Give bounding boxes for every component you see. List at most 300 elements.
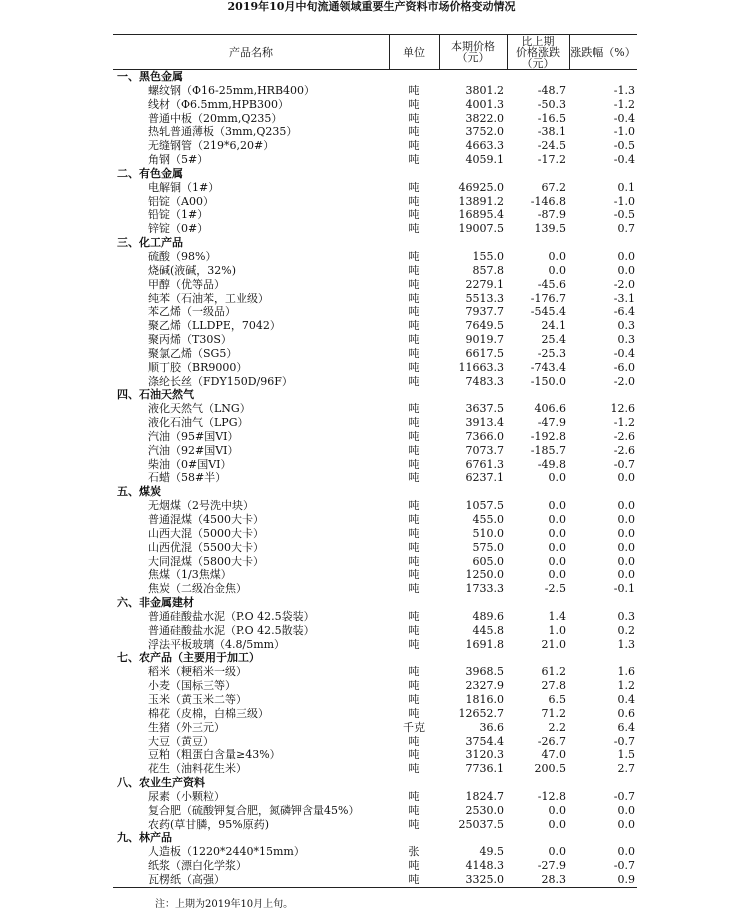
table-row [113,98,637,112]
cell-change: 0.0 [548,845,566,859]
cell-name: 人造板（1220*2440*15mm） [148,845,305,859]
cell-unit: 吨 [408,402,420,416]
cell-price: 11663.3 [458,360,504,374]
cell-change: 28.3 [541,872,566,886]
table-row [113,859,637,873]
cell-name: 尿素（小颗粒） [148,789,225,803]
cell-change: -743.4 [530,360,566,374]
cell-unit: 吨 [408,346,420,360]
cell-pct: -3.1 [613,291,635,305]
cell-change: 139.5 [534,222,566,236]
cell-unit: 吨 [408,817,420,831]
cell-price: 2327.9 [465,679,504,693]
cell-pct: 0.0 [617,499,635,513]
cell-unit: 吨 [408,360,420,374]
cell-name: 螺纹钢（Φ16-25mm,HRB400） [148,83,316,97]
cell-pct: -2.0 [613,374,635,388]
cell-unit: 吨 [408,513,420,526]
cell-price: 7366.0 [465,429,504,443]
cell-name: 铅锭（1#） [148,208,209,222]
cell-name: 复合肥（硫酸钾复合肥，氮磷钾含量45%） [148,803,360,817]
table-row [113,139,637,153]
cell-unit: 吨 [408,692,420,706]
category-row [113,236,637,250]
cell-price: 489.6 [472,609,504,623]
cell-price: 1816.0 [465,692,504,706]
cell-price: 6761.3 [465,457,504,471]
cell-change: 0.0 [548,249,566,263]
cell-change: 0.0 [548,526,566,540]
cell-change: -146.8 [530,194,566,208]
cell-change: 61.2 [541,665,566,679]
cell-unit: 吨 [408,333,420,347]
table-row [113,402,637,416]
cell-name: 无缝钢管（219*6,20#） [148,139,275,153]
cell-pct: -0.7 [613,734,635,748]
cell-unit: 吨 [408,762,420,776]
cell-name: 涤纶长丝（FDY150D/96F） [148,374,293,388]
cell-name: 聚乙烯（LLDPE，7042） [148,319,281,333]
cell-unit: 吨 [408,222,420,236]
cell-unit: 吨 [408,499,420,513]
cell-pct: -0.7 [613,859,635,873]
cell-unit: 吨 [408,429,420,443]
cell-change: -47.9 [537,416,566,430]
cell-name: 生猪（外三元） [148,720,225,734]
cell-price: 510.0 [472,526,504,540]
cell-price: 575.0 [472,540,504,554]
cell-name: 苯乙烯（一级品） [148,305,236,319]
cell-name: 浮法平板玻璃（4.8/5mm） [148,637,286,651]
cell-unit: 吨 [408,194,420,208]
cell-name: 九、林产品 [117,831,172,845]
cell-change: 0.0 [548,471,566,485]
cell-price: 3637.5 [465,402,504,416]
cell-change: 25.4 [541,333,566,347]
cell-name: 甲醇（优等品） [148,277,225,291]
cell-name: 无烟煤（2号洗中块） [148,499,254,513]
cell-name: 硫酸（98%） [148,249,217,263]
cell-price: 1824.7 [465,789,504,803]
table-row [113,208,637,222]
cell-change: -176.7 [530,291,566,305]
category-row [113,651,637,665]
cell-change: -27.9 [537,859,566,873]
cell-change: 200.5 [534,762,566,776]
cell-price: 36.6 [479,720,504,734]
cell-unit: 吨 [408,153,420,167]
cell-unit: 吨 [408,291,420,305]
table-row [113,153,637,167]
table-row [113,790,637,804]
cell-pct: -6.4 [613,305,635,319]
category-row [113,485,637,499]
cell-pct: 0.2 [617,623,635,637]
cell-unit: 吨 [408,180,420,194]
cell-pct: 0.3 [617,609,635,623]
table-row [113,610,637,624]
cell-price: 2279.1 [465,277,504,291]
cell-unit: 吨 [408,457,420,471]
cell-name: 普通混煤（4500大卡） [148,513,264,526]
cell-name: 三、化工产品 [117,236,183,250]
table-row [113,665,637,679]
cell-pct: 1.6 [617,665,635,679]
category-row [113,167,637,181]
cell-price: 4148.3 [465,859,504,873]
cell-price: 7649.5 [465,319,504,333]
cell-unit: 吨 [408,803,420,817]
cell-pct: 1.3 [617,637,635,651]
cell-unit: 吨 [408,665,420,679]
cell-price: 2530.0 [465,803,504,817]
header-name: 产品名称 [229,45,273,59]
cell-price: 1057.5 [465,499,504,513]
cell-price: 13891.2 [458,194,504,208]
cell-unit: 吨 [408,263,420,277]
cell-price: 12652.7 [458,706,504,720]
cell-unit: 吨 [408,471,420,485]
cell-unit: 吨 [408,443,420,457]
cell-change: -17.2 [537,153,566,167]
cell-change: 47.0 [541,748,566,762]
cell-price: 3325.0 [465,872,504,886]
table-row [113,416,637,430]
cell-pct: 0.0 [617,513,635,526]
cell-price: 46925.0 [458,180,504,194]
header-price-line1: 本期价格 [451,40,495,53]
cell-name: 棉花（皮棉，白棉三级） [148,706,269,720]
cell-pct: 0.0 [617,845,635,859]
cell-pct: 0.0 [617,263,635,277]
cell-change: -16.5 [537,111,566,125]
cell-price: 7736.1 [465,762,504,776]
cell-price: 3801.2 [465,83,504,97]
cell-unit: 吨 [408,609,420,623]
cell-change: -87.9 [537,208,566,222]
cell-change: 0.0 [548,817,566,831]
cell-name: 花生（油料花生米） [148,762,247,776]
cell-unit: 吨 [408,872,420,886]
cell-price: 1250.0 [465,568,504,582]
table-row [113,748,637,762]
cell-name: 顺丁胶（BR9000） [148,360,248,374]
cell-change: 0.0 [548,568,566,582]
cell-price: 3913.4 [465,416,504,430]
cell-pct: 2.7 [617,762,635,776]
cell-change: -12.8 [537,789,566,803]
cell-unit: 吨 [408,734,420,748]
cell-pct: -0.4 [613,153,635,167]
table-row [113,679,637,693]
cell-name: 热轧普通薄板（3mm,Q235） [148,125,298,139]
cell-pct: 0.0 [617,540,635,554]
cell-price: 19007.5 [458,222,504,236]
cell-unit: 吨 [408,249,420,263]
cell-name: 聚氯乙烯（SG5） [148,346,238,360]
cell-price: 445.8 [472,623,504,637]
cell-name: 汽油（92#国VI） [148,443,239,457]
header-unit: 单位 [403,45,425,59]
cell-price: 4059.1 [465,153,504,167]
cell-unit: 吨 [408,554,420,568]
cell-price: 3822.0 [465,111,504,125]
cell-name: 四、石油天然气 [117,388,194,402]
category-row [113,831,637,845]
cell-change: 0.0 [548,554,566,568]
cell-unit: 吨 [408,305,420,319]
cell-change: 2.2 [548,720,566,734]
cell-change: -192.8 [530,429,566,443]
cell-pct: -1.0 [613,125,635,139]
cell-price: 3120.3 [465,748,504,762]
cell-name: 烧碱(液碱，32%) [148,263,237,277]
cell-pct: -6.0 [613,360,635,374]
cell-name: 铝锭（A00） [148,194,214,208]
cell-pct: 0.3 [617,333,635,347]
cell-pct: -2.6 [613,429,635,443]
table-row [113,762,637,776]
cell-pct: 0.1 [617,180,635,194]
cell-change: 0.0 [548,803,566,817]
table-row [113,125,637,139]
cell-change: 24.1 [541,319,566,333]
table-row [113,250,637,264]
cell-name: 液化石油气（LPG） [148,416,249,430]
cell-name: 八、农业生产资料 [117,776,205,790]
table-row [113,873,637,887]
cell-pct: 1.2 [617,679,635,693]
cell-unit: 张 [408,845,420,859]
cell-change: -185.7 [530,443,566,457]
table-row [113,721,637,735]
cell-unit: 吨 [408,748,420,762]
cell-change: 0.0 [548,499,566,513]
cell-unit: 千克 [403,720,425,734]
cell-price: 49.5 [479,845,504,859]
cell-change: -545.4 [530,305,566,319]
cell-unit: 吨 [408,139,420,153]
cell-name: 纯苯（石油苯，工业级） [148,291,269,305]
cell-pct: 0.4 [617,692,635,706]
cell-pct: -0.4 [613,346,635,360]
cell-change: -38.1 [537,125,566,139]
cell-pct: -1.2 [613,97,635,111]
cell-name: 普通硅酸盐水泥（P.O 42.5散装） [148,623,315,637]
category-row [113,70,637,84]
table-row [113,195,637,209]
table-row [113,305,637,319]
header-change-line1: 比上期 [521,34,555,48]
cell-price: 3754.4 [465,734,504,748]
cell-pct: 0.0 [617,471,635,485]
cell-price: 7937.7 [465,305,504,319]
cell-name: 七、农产品（主要用于加工） [117,651,260,665]
table-row [113,347,637,361]
cell-price: 25037.5 [458,817,504,831]
cell-price: 9019.7 [465,333,504,347]
cell-pct: 0.3 [617,319,635,333]
cell-change: 67.2 [541,180,566,194]
cell-pct: 12.6 [610,402,635,416]
table-row [113,818,637,832]
cell-pct: -0.1 [613,582,635,596]
header-change-line3: （元） [521,56,555,70]
cell-name: 锌锭（0#） [148,222,209,236]
cell-pct: -0.5 [613,208,635,222]
cell-unit: 吨 [408,111,420,125]
cell-name: 聚丙烯（T30S） [148,333,232,347]
cell-name: 普通中板（20mm,Q235） [148,111,283,125]
cell-unit: 吨 [408,623,420,637]
table-body [113,70,637,888]
cell-unit: 吨 [408,526,420,540]
table-row [113,375,637,389]
table-row [113,499,637,513]
cell-name: 六、非金属建材 [117,596,194,610]
cell-unit: 吨 [408,416,420,430]
table-row [113,555,637,569]
cell-unit: 吨 [408,679,420,693]
cell-unit: 吨 [408,208,420,222]
cell-change: 27.8 [541,679,566,693]
cell-change: 406.6 [534,402,566,416]
cell-pct: 0.0 [617,526,635,540]
footnote: 注：上期为2019年10月上旬。 [155,899,294,910]
header-pct: 涨跌幅（%） [570,45,636,59]
cell-pct: -1.0 [613,194,635,208]
cell-change: 0.0 [548,540,566,554]
cell-change: -45.6 [537,277,566,291]
cell-name: 山西大混（5000大卡） [148,526,264,540]
table-row [113,292,637,306]
cell-price: 6237.1 [465,471,504,485]
cell-name: 二、有色金属 [117,166,183,180]
table-row [113,444,637,458]
cell-unit: 吨 [408,637,420,651]
cell-price: 4663.3 [465,139,504,153]
cell-change: -50.3 [537,97,566,111]
cell-name: 液化天然气（LNG） [148,402,251,416]
cell-price: 605.0 [472,554,504,568]
cell-name: 焦炭（二级冶金焦） [148,582,247,596]
cell-name: 大豆（黄豆） [148,734,214,748]
table-row [113,361,637,375]
cell-pct: -0.5 [613,139,635,153]
page-title: 2019年10月中旬流通领域重要生产资料市场价格变动情况 [227,0,516,13]
cell-price: 1733.3 [465,582,504,596]
cell-pct: -0.7 [613,457,635,471]
header-change-line2: 价格涨跌 [516,45,560,59]
cell-pct: -1.2 [613,416,635,430]
cell-pct: 0.9 [617,872,635,886]
cell-change: -24.5 [537,139,566,153]
cell-change: 0.0 [548,263,566,277]
cell-change: 0.0 [548,513,566,526]
table-row [113,693,637,707]
header-price [439,35,507,69]
cell-name: 山西优混（5500大卡） [148,540,264,554]
cell-pct: 0.0 [617,817,635,831]
cell-change: -25.3 [537,346,566,360]
cell-unit: 吨 [408,568,420,582]
table-row [113,112,637,126]
cell-pct: -1.3 [613,83,635,97]
table-row [113,735,637,749]
category-row [113,596,637,610]
cell-name: 稻米（粳稻米一级） [148,665,247,679]
cell-unit: 吨 [408,125,420,139]
cell-pct: 0.0 [617,803,635,817]
cell-price: 6617.5 [465,346,504,360]
cell-unit: 吨 [408,374,420,388]
cell-price: 16895.4 [458,208,504,222]
cell-change: 1.0 [548,623,566,637]
table-row [113,319,637,333]
cell-unit: 吨 [408,97,420,111]
cell-pct: 0.6 [617,706,635,720]
table-row [113,333,637,347]
cell-unit: 吨 [408,859,420,873]
table-row [113,804,637,818]
cell-name: 农药(草甘膦，95%原药) [148,817,270,831]
table-row [113,458,637,472]
cell-pct: -2.0 [613,277,635,291]
cell-name: 大同混煤（5800大卡） [148,554,264,568]
table-row [113,430,637,444]
cell-name: 焦煤（1/3焦煤） [148,568,232,582]
cell-name: 线材（Φ6.5mm,HPB300） [148,97,289,111]
cell-unit: 吨 [408,83,420,97]
cell-change: -49.8 [537,457,566,471]
cell-change: 21.0 [541,637,566,651]
cell-unit: 吨 [408,789,420,803]
cell-price: 3968.5 [465,665,504,679]
cell-unit: 吨 [408,540,420,554]
table-row [113,222,637,236]
price-table [113,34,637,888]
table-row [113,624,637,638]
cell-change: -26.7 [537,734,566,748]
cell-pct: 0.7 [617,222,635,236]
cell-pct: 0.0 [617,249,635,263]
cell-name: 小麦（国标三等） [148,679,236,693]
cell-pct: -0.7 [613,789,635,803]
cell-pct: 0.0 [617,554,635,568]
cell-change: 1.4 [548,609,566,623]
cell-unit: 吨 [408,277,420,291]
table-row [113,527,637,541]
cell-name: 柴油（0#国VI） [148,457,232,471]
cell-pct: -2.6 [613,443,635,457]
cell-name: 豆粕（粗蛋白含量≥43%） [148,748,281,762]
cell-price: 7073.7 [465,443,504,457]
cell-change: 6.5 [548,692,566,706]
cell-unit: 吨 [408,319,420,333]
table-row [113,513,637,527]
cell-pct: 1.5 [617,748,635,762]
cell-name: 纸浆（漂白化学浆） [148,859,247,873]
table-row [113,638,637,652]
cell-change: -48.7 [537,83,566,97]
cell-price: 3752.0 [465,125,504,139]
table-row [113,84,637,98]
cell-name: 瓦楞纸（高强） [148,872,225,886]
table-row [113,471,637,485]
cell-change: -2.5 [544,582,566,596]
cell-unit: 吨 [408,706,420,720]
table-row [113,181,637,195]
